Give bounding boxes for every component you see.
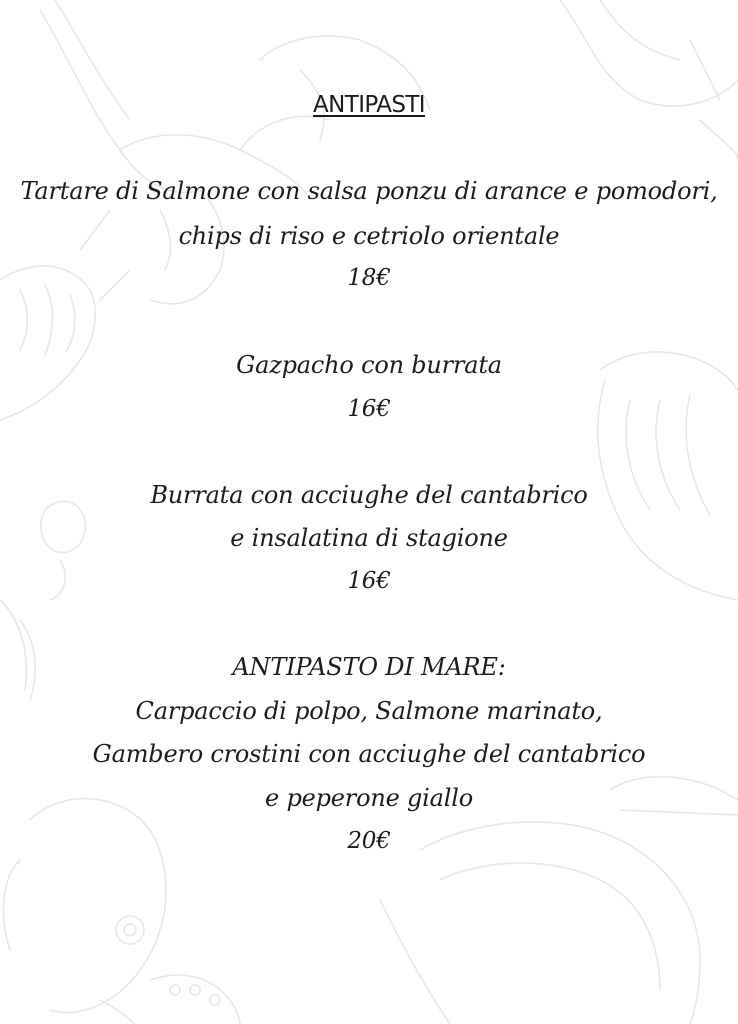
item-1-line-1: Tartare di Salmone con salsa ponzu di arance e pomodori,	[20, 177, 718, 205]
item-1-price: 18€	[347, 265, 391, 291]
item-3-price: 16€	[347, 568, 391, 594]
ham-icon	[598, 352, 738, 600]
item-4-line-1: Carpaccio di polpo, Salmone marinato,	[135, 697, 603, 725]
item-4-line-2: Gambero crostini con acciughe del cantabrico	[92, 740, 646, 768]
item-4-heading: ANTIPASTO DI MARE:	[232, 653, 506, 681]
item-4-line-3: e peperone giallo	[265, 784, 473, 812]
item-1-line-2: chips di riso e cetriolo orientale	[178, 222, 560, 250]
item-2-price: 16€	[347, 396, 391, 422]
ham-icon	[380, 777, 738, 1024]
section-title: ANTIPASTI	[313, 92, 425, 118]
item-3-line-2: e insalatina di stagione	[230, 524, 508, 552]
meat-icon	[560, 0, 738, 160]
item-4-price: 20€	[347, 828, 391, 854]
lobster-icon	[40, 0, 430, 304]
item-3-line-1: Burrata con acciughe del cantabrico	[150, 481, 588, 509]
item-2-line-1: Gazpacho con burrata	[236, 351, 502, 379]
